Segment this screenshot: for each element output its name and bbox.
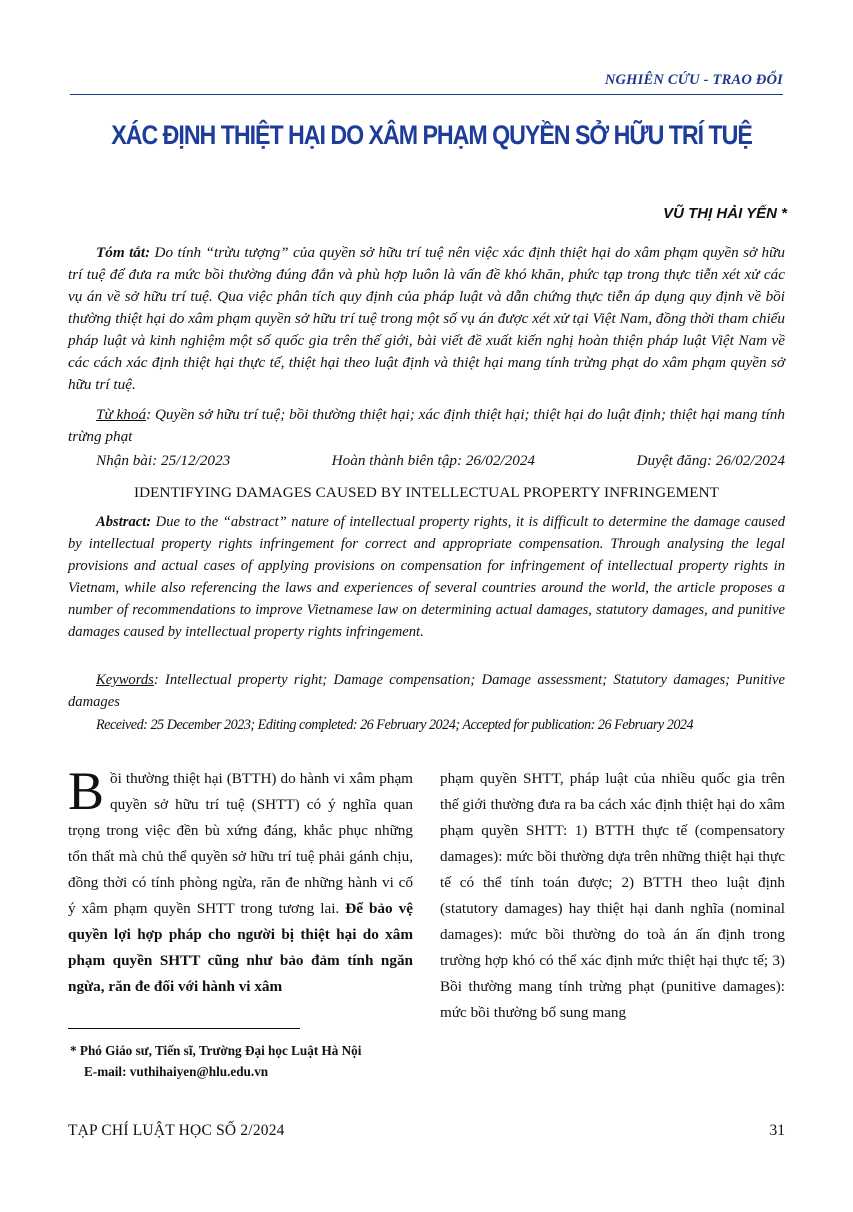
keywords-en-text: : Intellectual property right; Damage compensation; Damage assessment; Statutory damages; Punitive damages [68,672,785,710]
abstract-vietnamese [68,242,785,396]
article-title: XÁC ĐỊNH THIỆT HẠI DO XÂM PHẠM QUYỀN SỞ HỮU TRÍ TUỆ [111,120,752,150]
received-date: Nhận bài: 25/12/2023 [96,452,231,469]
dates-english: Received: 25 December 2023; Editing completed: 26 February 2024; Accepted for publication: 26 February 2024 [96,717,694,733]
edited-date: Hoàn thành biên tập: 26/02/2024 [331,452,536,469]
page-number: 31 [769,1122,785,1139]
keywords-english [68,669,785,713]
author-name: VŨ THỊ HẢI YẾN * [663,205,787,222]
abstract-en-text: Due to the “abstract” nature of intellectual property rights, it is difficult to determine the damage caused by intellectual property rights infringement for correct and appropriate compensation. Through analysing the legal provisions and actual cases of applying provisions on compensation for infringement of intellectual property rights in Vietnam, while also referencing the laws and experiences of several countries around the world, the article proposes a number of recommendations to improve Vietnamese law on determining actual damages, statutory damages, and punitive damages caused by intellectual property rights infringement. [68,514,785,640]
body-column-left [68,761,413,1000]
footnote-divider [68,1028,300,1029]
body-left-text: ồi thường thiệt hại (BTTH) do hành vi xâm phạm quyền sở hữu trí tuệ (SHTT) có ý nghĩa quan trọng trong việc đền bù xứng đáng, khắc phục những tổn thất mà chủ thể quyền sở hữu trí tuệ phải gánh chịu, đồng thời có tính phòng ngừa, răn đe những hành vi cố ý xâm phạm quyền SHTT trong tương lai. [68,770,413,917]
keywords-vn-label: Từ khoá [96,406,147,423]
body-column-right: phạm quyền SHTT, pháp luật của nhiều quốc gia trên thế giới thường đưa ra ba cách xác định thiệt hại do xâm phạm quyền SHTT: 1) BTTH thực tế (compensatory damages): mức bồi thường dựa trên những thiệt hại thực tế có thể tính toán được; 2) BTTH theo luật định (statutory damages) hay thiệt hại danh nghĩa (nominal damages): mức bồi thường do toà án ấn định trong trường hợp khó có thể xác định mức thiệt hại thực tế; 3) Bồi thường mang tính trừng phạt (punitive damages): mức bồi thường bổ sung mang [440,770,785,1021]
abstract-vn-text: Do tính “trừu tượng” của quyền sở hữu trí tuệ nên việc xác định thiệt hại do xâm phạm quyền sở hữu trí tuệ để đưa ra mức bồi thường đúng đắn và phù hợp luôn là vấn đề khó khăn, phức tạp trong thực tiễn xét xử các vụ án về sở hữu trí tuệ. Qua việc phân tích quy định của pháp luật và dẫn chứng thực tiễn áp dụng quy định về bồi thường thiệt hại do xâm phạm quyền sở hữu trí tuệ trong một số vụ án được xét xử tại Việt Nam, đồng thời tham chiếu pháp luật và kinh nghiệm một số quốc gia trên thế giới, bài viết đề xuất kiến nghị hoàn thiện pháp luật Việt Nam về các cách xác định thiệt hại thực tế, thiệt hại theo luật định và thiệt hại mang tính trừng phạt do xâm phạm quyền sở hữu trí tuệ. [68,244,785,393]
dates-vietnamese [96,452,785,470]
footnote-email: E-mail: vuthihaiyen@hlu.edu.vn [84,1064,269,1079]
section-label: NGHIÊN CỨU - TRAO ĐỔI [604,72,783,88]
abstract-english [68,511,785,643]
abstract-vn-label: Tóm tắt: [96,244,151,261]
keywords-en-label: Keywords [96,672,154,688]
english-title: IDENTIFYING DAMAGES CAUSED BY INTELLECTUAL PROPERTY INFRINGEMENT [133,484,720,501]
keywords-vietnamese [68,404,785,448]
drop-cap: B [68,761,105,821]
keywords-vn-text: : Quyền sở hữu trí tuệ; bồi thường thiệt hại; xác định thiệt hại; thiệt hại do luật định; thiệt hại mang tính trừng phạt [68,406,785,445]
footnote-affiliation: * Phó Giáo sư, Tiến sĩ, Trường Đại học Luật Hà Nội [70,1043,362,1058]
section-divider [70,94,783,95]
author-footnote [70,1040,420,1082]
journal-footer: TẠP CHÍ LUẬT HỌC SỐ 2/2024 [68,1122,285,1139]
abstract-en-label: Abstract: [96,514,152,530]
body-left-bold-text: Để bảo vệ quyền lợi hợp pháp cho người bị thiệt hại do xâm phạm quyền SHTT cũng như bảo đảm tính ngăn ngừa, răn đe đối với hành vi xâm [68,900,413,995]
accepted-date: Duyệt đăng: 26/02/2024 [636,452,785,469]
